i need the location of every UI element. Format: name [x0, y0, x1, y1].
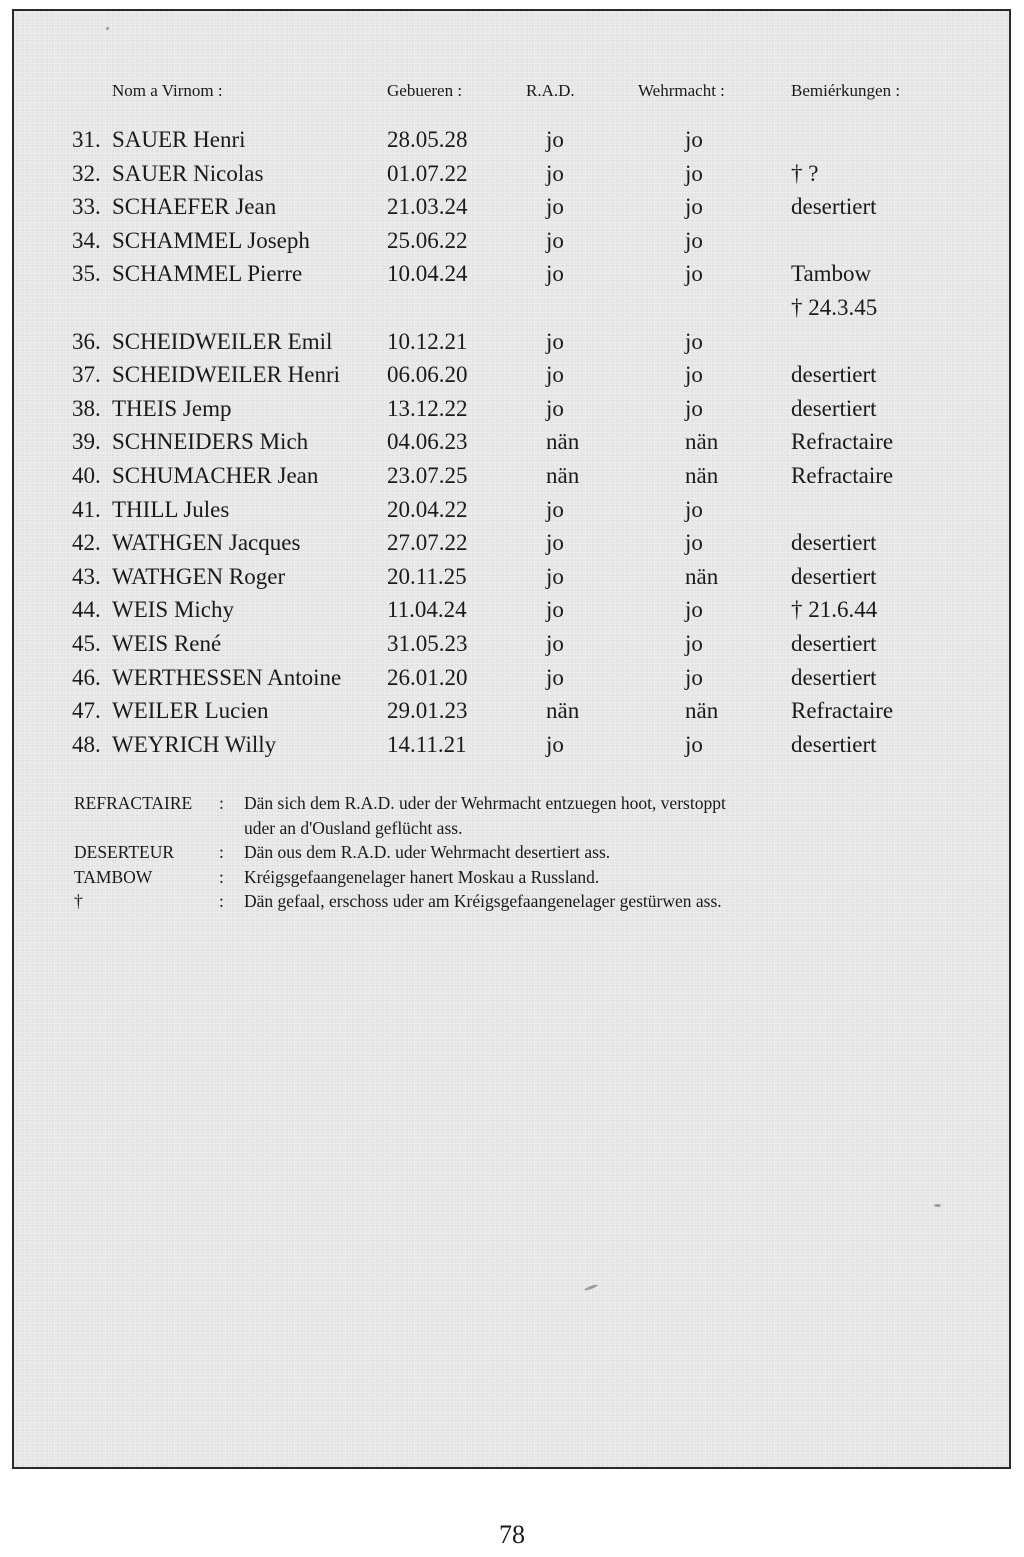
legend-item-deserteur — [14, 840, 1009, 865]
page-frame — [12, 9, 1011, 1469]
row-name: THEIS Jemp — [112, 395, 232, 421]
row-name: WATHGEN Roger — [112, 563, 286, 589]
table-row — [14, 123, 1009, 157]
paper-speck — [934, 1204, 941, 1207]
table-header — [14, 81, 1009, 103]
row-name: THILL Jules — [112, 496, 230, 522]
legend-definition-line: Dän ous dem R.A.D. uder Wehrmacht desertiert ass. — [244, 842, 611, 862]
row-rad: jo — [546, 630, 564, 656]
row-rad: jo — [546, 261, 564, 287]
row-name: SCHAEFER Jean — [112, 194, 277, 220]
row-born: 21.03.24 — [387, 194, 468, 220]
row-rad: jo — [546, 731, 564, 757]
roster-table — [14, 123, 1009, 761]
row-rad: jo — [546, 597, 564, 623]
header-remarks: Bemiérkungen : — [791, 81, 901, 100]
row-name: WEIS Michy — [112, 597, 235, 623]
row-name: SCHUMACHER Jean — [112, 462, 319, 488]
table-row — [14, 694, 1009, 728]
row-wehrmacht: jo — [685, 664, 703, 690]
legend-definition — [244, 889, 864, 914]
row-remark: desertiert — [791, 395, 877, 421]
row-name: WEIS René — [112, 630, 222, 656]
row-remark: desertiert — [791, 362, 877, 388]
legend-definition — [244, 791, 864, 840]
row-wehrmacht: nän — [685, 429, 719, 455]
row-born: 28.05.28 — [387, 127, 468, 152]
row-born: 31.05.23 — [387, 630, 468, 656]
legend-definition — [244, 840, 864, 865]
legend-definition-line: Dän gefaal, erschoss uder am Kréigsgefaangenelager gestürwen ass. — [244, 891, 722, 911]
table-row — [14, 358, 1009, 392]
row-name: SCHEIDWEILER Emil — [112, 328, 333, 354]
row-name: WEYRICH Willy — [112, 731, 277, 757]
row-number: 40. — [72, 462, 101, 488]
row-born: 04.06.23 — [387, 429, 468, 455]
row-rad: jo — [546, 194, 564, 220]
row-remark: Refractaire — [791, 462, 894, 488]
row-name: SCHAMMEL Pierre — [112, 261, 303, 287]
row-remark: desertiert — [791, 563, 877, 589]
legend-definition-line: uder an d'Ousland geflücht ass. — [244, 817, 463, 838]
row-born: 10.12.21 — [387, 328, 468, 354]
row-born: 20.11.25 — [387, 563, 467, 589]
row-rad: nän — [546, 462, 580, 488]
row-number: 42. — [72, 530, 101, 556]
row-number: 39. — [72, 429, 101, 455]
legend — [14, 791, 1009, 914]
table-row — [14, 257, 1009, 324]
row-remark: desertiert — [791, 731, 877, 757]
row-rad: jo — [546, 664, 564, 690]
row-remark: Refractaire — [791, 698, 894, 724]
row-remark: Tambow — [791, 261, 872, 287]
table-row — [14, 728, 1009, 762]
legend-item-cross — [14, 889, 1009, 914]
table-row — [14, 425, 1009, 459]
row-born: 13.12.22 — [387, 395, 468, 421]
row-remark: desertiert — [791, 664, 877, 690]
row-born: 10.04.24 — [387, 261, 468, 287]
header-name: Nom a Virnom : — [112, 81, 223, 100]
paper-speck — [106, 27, 109, 30]
legend-item-refractaire — [14, 791, 1009, 840]
legend-colon: : — [219, 891, 224, 911]
row-name: SCHNEIDERS Mich — [112, 429, 309, 455]
row-rad: jo — [546, 227, 564, 253]
row-number: 37. — [72, 362, 101, 388]
legend-colon: : — [219, 793, 224, 813]
table-row — [14, 661, 1009, 695]
row-name: SCHEIDWEILER Henri — [112, 362, 341, 388]
row-rad: jo — [546, 530, 564, 556]
row-rad: jo — [546, 496, 564, 522]
row-number: 44. — [72, 597, 101, 623]
row-wehrmacht: nän — [685, 563, 719, 589]
row-wehrmacht: jo — [685, 395, 703, 421]
row-number: 46. — [72, 664, 101, 690]
row-number: 34. — [72, 227, 101, 253]
table-row — [14, 526, 1009, 560]
table-row — [14, 593, 1009, 627]
legend-colon: : — [219, 842, 224, 862]
row-number: 38. — [72, 395, 101, 421]
header-rad: R.A.D. — [526, 81, 575, 100]
table-row — [14, 560, 1009, 594]
legend-definition — [244, 865, 864, 890]
row-rad: jo — [546, 563, 564, 589]
table-row — [14, 190, 1009, 224]
row-wehrmacht: jo — [685, 731, 703, 757]
legend-definition-line: Dän sich dem R.A.D. uder der Wehrmacht entzuegen hoot, verstoppt — [244, 793, 726, 813]
row-born: 20.04.22 — [387, 496, 468, 522]
row-rad: jo — [546, 127, 564, 152]
row-rad: jo — [546, 395, 564, 421]
row-name: SAUER Nicolas — [112, 160, 264, 186]
row-wehrmacht: nän — [685, 698, 719, 724]
legend-colon: : — [219, 866, 224, 887]
row-rad: jo — [546, 362, 564, 388]
table-row — [14, 627, 1009, 661]
header-born: Gebueren : — [387, 81, 463, 100]
row-wehrmacht: jo — [685, 530, 703, 556]
row-remark: † 21.6.44 — [791, 597, 878, 623]
row-wehrmacht: jo — [685, 328, 703, 354]
paper-speck — [584, 1284, 598, 1292]
row-wehrmacht: jo — [685, 597, 703, 623]
row-number: 48. — [72, 731, 101, 757]
row-remark: desertiert — [791, 630, 877, 656]
table-row — [14, 224, 1009, 258]
row-wehrmacht: jo — [685, 261, 703, 287]
row-number: 33. — [72, 194, 101, 220]
row-remark: desertiert — [791, 530, 877, 556]
row-number: 45. — [72, 630, 101, 656]
row-number: 36. — [72, 328, 101, 354]
row-number: 41. — [72, 496, 101, 522]
row-name: SCHAMMEL Joseph — [112, 227, 310, 253]
row-born: 01.07.22 — [387, 160, 468, 186]
row-wehrmacht: jo — [685, 630, 703, 656]
table-row — [14, 325, 1009, 359]
legend-term: TAMBOW — [74, 866, 153, 887]
row-born: 25.06.22 — [387, 227, 468, 253]
legend-item-tambow — [14, 865, 1009, 890]
row-born: 11.04.24 — [387, 597, 467, 623]
row-rad: jo — [546, 328, 564, 354]
row-name: WERTHESSEN Antoine — [112, 664, 342, 690]
row-remark-secondary: † 24.3.45 — [791, 294, 878, 320]
row-remark: desertiert — [791, 194, 877, 220]
page-number: 78 — [499, 1520, 525, 1549]
row-number: 43. — [72, 563, 101, 589]
row-born: 29.01.23 — [387, 698, 468, 724]
row-wehrmacht: nän — [685, 462, 719, 488]
row-number: 47. — [72, 698, 101, 724]
row-wehrmacht: jo — [685, 362, 703, 388]
table-row — [14, 157, 1009, 191]
row-number: 32. — [72, 160, 101, 186]
row-born: 06.06.20 — [387, 362, 468, 388]
legend-definition-line: Kréigsgefaangenelager hanert Moskau a Russland. — [244, 866, 600, 887]
row-born: 27.07.22 — [387, 530, 468, 556]
row-number: 35. — [72, 261, 101, 287]
row-born: 14.11.21 — [387, 731, 467, 757]
row-name: SAUER Henri — [112, 127, 246, 152]
row-wehrmacht: jo — [685, 160, 703, 186]
table-row — [14, 392, 1009, 426]
legend-term: † — [74, 891, 83, 911]
header-wehrmacht: Wehrmacht : — [638, 81, 725, 100]
legend-term: REFRACTAIRE — [74, 793, 193, 813]
row-rad: jo — [546, 160, 564, 186]
table-row — [14, 493, 1009, 527]
row-name: WATHGEN Jacques — [112, 530, 301, 556]
row-remark: Refractaire — [791, 429, 894, 455]
row-wehrmacht: jo — [685, 227, 703, 253]
row-wehrmacht: jo — [685, 127, 703, 152]
row-remark: † ? — [791, 160, 819, 186]
table-row — [14, 459, 1009, 493]
row-wehrmacht: jo — [685, 194, 703, 220]
row-born: 26.01.20 — [387, 664, 468, 690]
row-wehrmacht: jo — [685, 496, 703, 522]
row-rad: nän — [546, 698, 580, 724]
row-rad: nän — [546, 429, 580, 455]
legend-term: DESERTEUR — [74, 842, 175, 862]
row-number: 31. — [72, 127, 101, 152]
row-born: 23.07.25 — [387, 462, 468, 488]
row-name: WEILER Lucien — [112, 698, 269, 724]
